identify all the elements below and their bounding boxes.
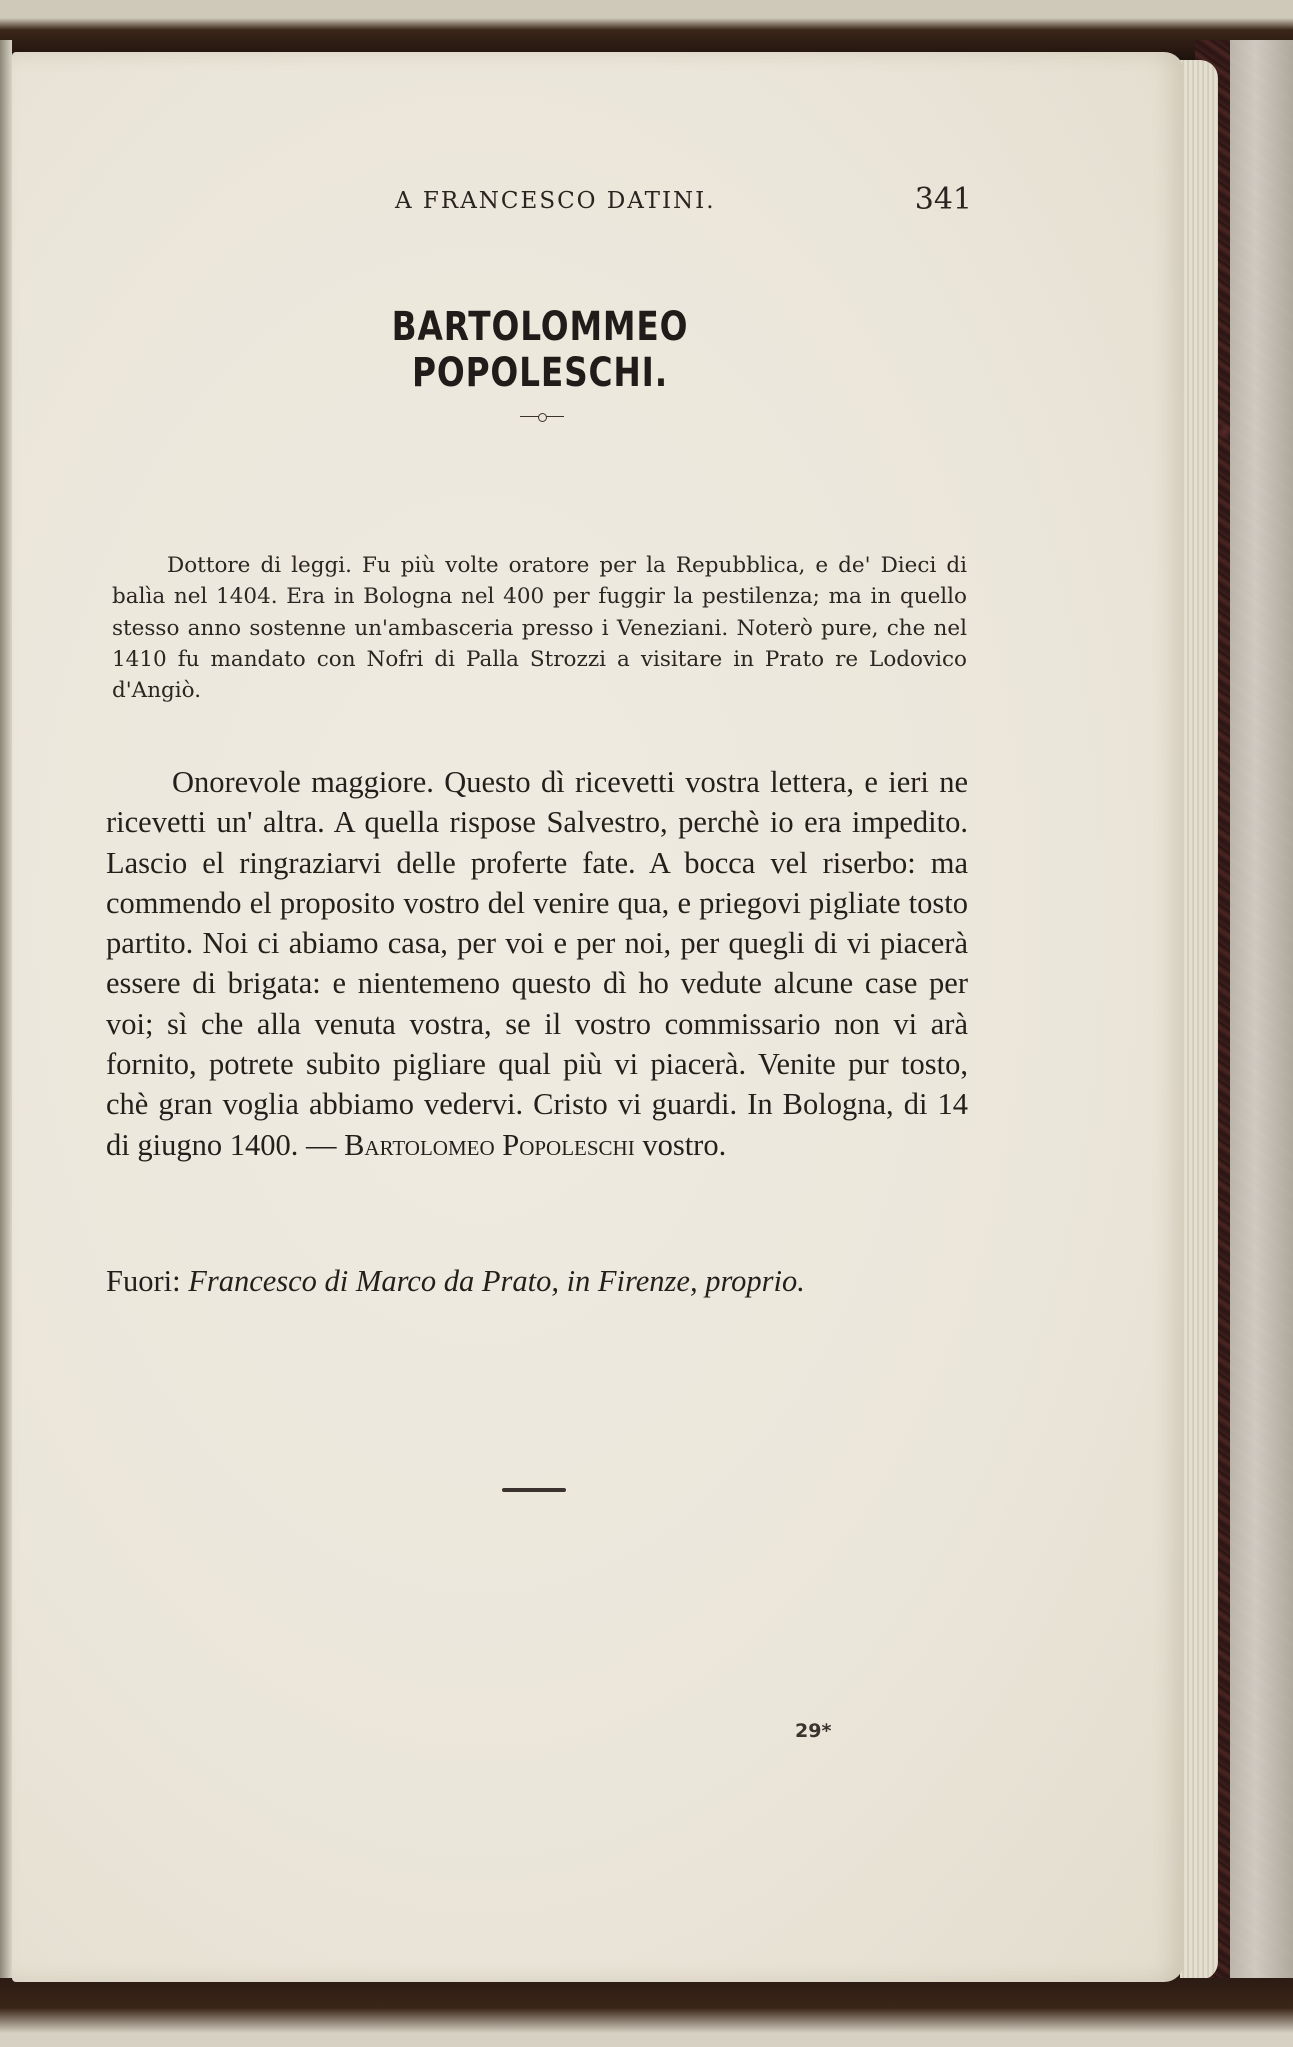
signature-mark: 29* xyxy=(795,1720,832,1742)
running-title: A FRANCESCO DATINI. xyxy=(395,188,716,214)
book-spine-strip xyxy=(1230,40,1293,2000)
outside-address-line xyxy=(106,1264,976,1299)
page-edges xyxy=(1180,60,1218,1980)
book-binding-bottom xyxy=(0,1978,1293,2047)
outside-address: Francesco di Marco da Prato, in Firenze, proprio. xyxy=(188,1264,805,1298)
page-number: 341 xyxy=(914,182,972,217)
running-head xyxy=(360,182,980,222)
book-binding-top xyxy=(0,0,1293,60)
outside-label: Fuori: xyxy=(106,1264,181,1298)
letter-body: Onorevole maggiore. Questo dì ricevetti vostra lettera, e ieri ne ricevetti un' altra. A quella rispose Salvestro, perchè io era impedito. Lascio el ringraziarvi delle proferte fate. A bocca vel riserbo: ma commendo el proposito vostro del venire qua, e priegovi pigliate tosto partito. Noi ci abiamo casa, per voi e per noi, per quegli di vi piacerà essere di brigata: e nientemeno questo dì ho vedute alcune case per voi; sì che alla venuta vostra, se il vostro commissario non vi arà fornito, potrete subito pigliare qual più vi piacerà. Venite pur tosto, chè gran voglia abbiamo vedervi. Cristo vi guardi. In Bologna, di 14 di giugno 1400. — xyxy=(106,765,968,1162)
chapter-title: BARTOLOMMEO POPOLESCHI. xyxy=(391,304,689,396)
end-rule xyxy=(502,1488,566,1492)
letter-signature: Bartolomeo Popoleschi xyxy=(344,1127,635,1162)
letter-paragraph xyxy=(106,762,968,1165)
page-gutter xyxy=(0,40,12,1990)
ornament-divider xyxy=(520,412,564,422)
letter-closing: vostro. xyxy=(642,1127,727,1162)
intro-paragraph: Dottore di leggi. Fu più volte oratore per la Repubblica, e de' Dieci di balìa nel 1404. Era in Bologna nel 400 per fuggir la pestilenza; ma in quello stesso anno sostenne un'ambasceria presso i Veneziani. Noterò pure, che nel 1410 fu mandato con Nofri di Palla Strozzi a visitare in Prato re Lodovico d'Angiò. xyxy=(112,553,967,704)
